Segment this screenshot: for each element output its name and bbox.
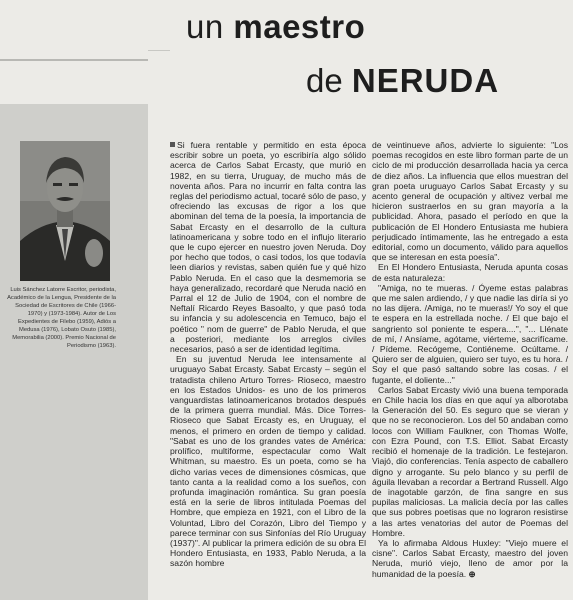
- title-light-1: un: [186, 8, 234, 45]
- photo-caption: Luis Sánchez Latorre Escritor, periodista, Académico de la Lengua, Presidente de la Sociedad de Escritores de Chile (1966-1970) y (1973-1984). Autor de Los Expedientes de Filebo (1959), Adiós a Medusa (1976), Lobato Osuto (1985), Memorabilia (2000). Premio Nacional de Periodismo (1963).: [7, 287, 116, 349]
- header-rule: [0, 59, 148, 61]
- paragraph-text: Ya lo afirmaba Aldous Huxley: "Viejo muere el cisne". Carlos Sabat Ercasty, maestro del joven Neruda, murió viejo, lleno de amor por la humanidad de la poesía.: [372, 537, 568, 579]
- article-paragraph: [170, 140, 366, 354]
- article-paragraph: En su juventud Neruda lee intensamente al uruguayo Sabat Ercasty. Sabat Ercasty – según el tratadista chileno Arturo Torres- Rioseco, maestro en los Estados Unidos- es uno de los primeros vanguardistas latinoamericanos brotados después de la primera guerra mundial. Más. Dice Torres- Rioseco que Sabat Ercasty es, en Uruguay, el menos, el primero en orden de tiempo y calidad. "Sabat es uno de los grandes vates de América: prolífico, multiforme, espectacular como Walt Whitman, su maestro. Es un poeta, como se ha dicho varias veces de dimensiones cósmicas, que tanto canta a la realidad como a los sueños, con profunda imaginación romántica. Su gran poesía está en la serie de libros intitulada Poemas del Hombre, que empieza en 1921, con el Libro de la Voluntad, Libro del Corazón, Libro del Tiempo y parece terminar con sus Sinfonías del Río Uruguay (1937)". Al publicar la primera edición de su obra El Hondero Entusiasta, en 1933, Pablo Neruda, a la sazón hombre: [170, 354, 366, 569]
- article-column-right: [372, 140, 568, 579]
- author-portrait-photo: [20, 141, 110, 281]
- paragraph-bullet-icon: [170, 142, 175, 147]
- article-paragraph: Carlos Sabat Ercasty vivió una buena temporada en Chile hacia los días en que aquí ya alborotaba la Generación del 50. Es seguro que se vieran y que no se reconocieron. Los del 50 andaban como locos con William Faulkner, con Thomas Wolfe, con Ezra Pound, con T.S. Elliot. Sabat Ercasty recibió el homenaje de la tradición. Le festejaron. Viajó, dio conferencias. Tenía aspecto de caballero digno y arrogante. Su pelo blanco y su perfil de águila llevaban a recordar a Bertrand Russell. Algo de inagotable garzón, de fina sangre en sus pupilas maliciosas. La malicia decía por las calles que sus pobres poetisas que no lograron resistirse a las artes venatorias del autor de Poemas del Hombre.: [372, 384, 568, 538]
- article-paragraph: En El Hondero Entusiasta, Neruda apunta cosas de esta naturaleza:: [372, 262, 568, 283]
- title-bold-2: NERUDA: [351, 62, 500, 99]
- title-light-2: de: [306, 62, 352, 99]
- title-line-2: [306, 62, 499, 100]
- article-paragraph: de veintinueve años, advierte lo siguiente: "Los poemas recogidos en este libro forman parte de un ciclo de mi producción desarrollada hacia ya cerca de diez años. La influencia que ellos muestran del gran poeta uruguayo Carlos Sabat Ercasty y su acento general de ocupación y altivez verbal me hicieron sustraerlos en su gran mayoría a la publicidad. Ahora, pasado el período en que la publicación de El Hondero Entusiasta me hubiera perjudicado íntimamente, las he entregado a esta editorial, como un documento, válido para aquellos que se interesan en esta poesía".: [372, 140, 568, 263]
- title-bold-1: maestro: [233, 8, 366, 45]
- article-column-left: [170, 140, 366, 569]
- portrait-illustration: [20, 141, 110, 281]
- article-paragraph: [372, 538, 568, 579]
- paragraph-text: Si fuera rentable y permitido en esta época escribir sobre un poeta, yo escribiría algo sólido acerca de Carlos Sabat Ercasty, que murió en 1982, en su tierra, Uruguay, de mucho más de noventa años. Para no incurrir en falta contra las reglas del periodismo actual, tocaré sólo de paso, y ofreciendo las excusas de rigor a los que abominan del tema de la poesía, la importancia de Sabat Ercasty en el desarrollo de la cultura latinoamericana y sobre todo en el influjo literario que le cupo ejercer en nuestro joven Neruda. Doy por hecho que todos, o casi todos, los que todavía leen diarios y revistas, saben quién fue y qué hizo Pablo Neruda. En el caso que la desmemoria se haya generalizado, recordaré que Neruda nació en Parral el 12 de Julio de 1904, con el nombre de Neftalí Ricardo Reyes Basoalto, y que pasó toda su infancia y su adolescencia en Temuco, bajo el poético " nom de guerre" de Pablo Neruda, el que a posteriori, mediante los arreglos civiles necesarios, pasó a ser de identidad legítima.: [170, 140, 366, 355]
- article-paragraph: "Amiga, no te mueras. / Óyeme estas palabras que me salen ardiendo, / y que nadie las diría si yo no las dijera. /Amiga, no te mueras!/ Yo soy el que te espera en la estrellada noche. / El que bajo el sangriento sol poniente te espera....", "... Llénate de mí, / Ansíame, agótame, viérteme, sacrifícame. / Pídeme. Recógeme, Contiéneme. Ocúltame. / Quiero ser de alguien, quiero ser tuyo, es tu hora. / Soy el que pasó saltando sobre las cosas. / el fugante, el doliente...": [372, 282, 568, 385]
- header-rule-short: [148, 50, 170, 51]
- end-mark-icon: ⊕: [468, 568, 476, 579]
- title-line-1: [186, 8, 365, 46]
